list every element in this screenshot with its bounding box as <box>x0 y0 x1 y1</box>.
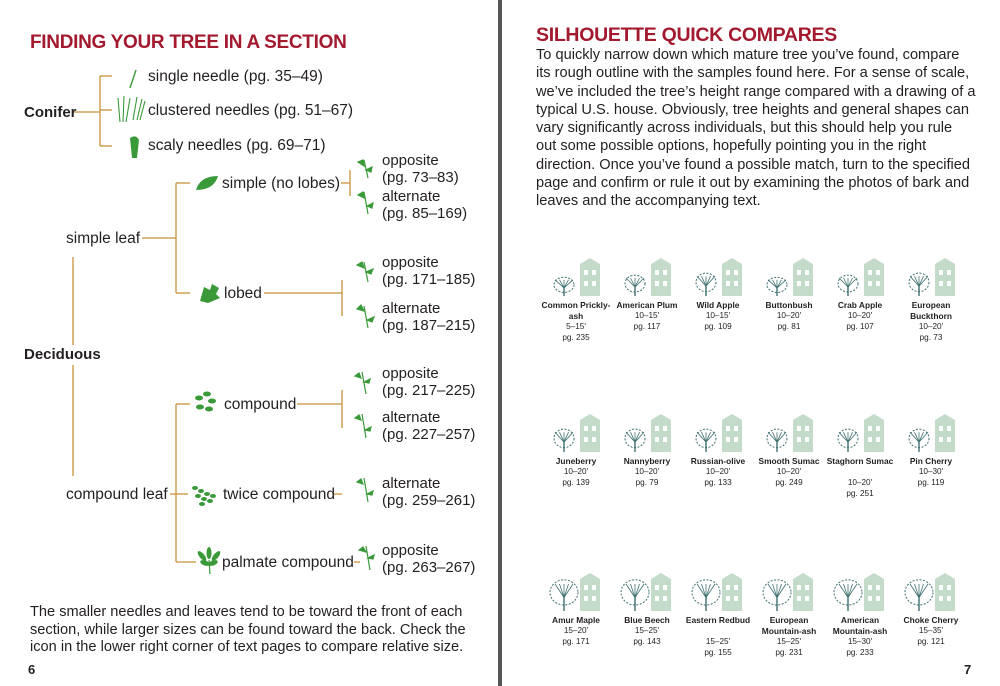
house-icon <box>580 258 600 296</box>
tree-branch <box>626 432 635 442</box>
silhouette-height-range: 15–25' <box>634 626 660 635</box>
tree-house-silhouette <box>540 565 612 611</box>
house-window <box>797 596 801 601</box>
silhouette-height-range: 15–20' <box>563 626 589 635</box>
simple-alternate-item <box>382 189 467 222</box>
silhouette-page-ref: pg. 133 <box>704 478 732 487</box>
tree-branch <box>777 432 786 442</box>
house-window <box>663 281 667 286</box>
house-window <box>726 281 730 286</box>
tree-branch <box>702 432 707 442</box>
house-icon <box>722 573 742 611</box>
tree-house-silhouette <box>682 406 754 452</box>
house-window <box>663 426 667 431</box>
simple-leaf-label: simple leaf <box>66 230 141 247</box>
tree-branch <box>555 280 564 288</box>
house-icon <box>793 573 813 611</box>
house-window <box>734 426 738 431</box>
house-icon <box>935 258 955 296</box>
house-window <box>655 426 659 431</box>
house-window <box>876 596 880 601</box>
tree-house-silhouette <box>824 565 896 611</box>
house-window <box>876 270 880 275</box>
twice-compound-alternate-word: alternate <box>382 475 441 492</box>
silhouette-height-range: 10–20' <box>847 311 873 320</box>
house-window <box>868 426 872 431</box>
clustered-needles-branch: clustered needles (pg. 51–67) <box>148 102 354 119</box>
tree-branch <box>635 278 640 287</box>
tree-branch <box>635 432 644 442</box>
house-window <box>797 437 801 442</box>
silhouette-height-range: 10–20' <box>776 311 802 320</box>
lobed-alternate-pages: (pg. 187–215) <box>382 316 476 334</box>
lobed-opposite-pages: (pg. 171–185) <box>382 270 476 288</box>
silhouette-height-range: 10–20' <box>776 467 802 476</box>
house-window <box>655 437 659 442</box>
tree-branch <box>848 432 853 442</box>
tree-house-silhouette <box>611 565 683 611</box>
tree-house-silhouette <box>611 406 683 452</box>
tree-branch <box>564 432 573 442</box>
silhouette-height-range: 10–20' <box>563 467 589 476</box>
tree-branch <box>706 432 715 442</box>
lobed-label: lobed <box>224 285 262 302</box>
silhouette-height-range: 15–35' <box>918 626 944 635</box>
tree-house-silhouette <box>540 406 612 452</box>
house-window <box>726 585 730 590</box>
silhouette-height-range: 10–15' <box>634 311 660 320</box>
silhouette-card <box>824 565 896 685</box>
house-window <box>663 585 667 590</box>
silhouette-height-range: 10–20' <box>705 467 731 476</box>
tree-branch <box>706 276 715 286</box>
silhouette-card <box>753 406 825 526</box>
house-window <box>805 426 809 431</box>
tree-house-silhouette <box>540 250 612 296</box>
tree-branch <box>844 278 849 287</box>
tree-branch <box>697 584 706 598</box>
house-window <box>868 281 872 286</box>
simple-alternate-word: alternate <box>382 188 441 205</box>
simple-no-lobes-label: simple (no lobes) <box>222 175 341 192</box>
silhouette-tree-name: Wild Apple <box>696 300 740 310</box>
house-window <box>655 281 659 286</box>
silhouette-height-range: 15–25' <box>705 637 731 646</box>
silhouette-tree-name: Smooth Sumac <box>758 456 820 466</box>
tree-branch <box>697 432 706 442</box>
house-window <box>592 585 596 590</box>
silhouette-card <box>540 565 612 685</box>
silhouette-card <box>611 565 683 685</box>
house-window <box>584 426 588 431</box>
silhouette-page-ref: pg. 233 <box>846 648 874 657</box>
palmate-opposite-word: opposite <box>382 542 439 559</box>
house-window <box>876 281 880 286</box>
house-window <box>797 270 801 275</box>
house-window <box>726 596 730 601</box>
right-page <box>502 0 1000 686</box>
silhouette-card <box>682 565 754 685</box>
tree-branch <box>919 584 928 598</box>
tree-branch <box>777 432 782 442</box>
tree-branch <box>555 432 564 442</box>
tree-house-silhouette <box>753 565 825 611</box>
tree-branch <box>777 584 786 598</box>
house-window <box>726 437 730 442</box>
tree-branch <box>706 432 711 442</box>
house-icon <box>722 414 742 452</box>
house-window <box>734 281 738 286</box>
silhouette-card <box>753 250 825 370</box>
tree-branch <box>560 584 565 598</box>
tree-branch <box>706 584 711 598</box>
house-window <box>663 437 667 442</box>
right-page-title: SILHOUETTE QUICK COMPARES <box>536 24 837 46</box>
house-window <box>876 585 880 590</box>
left-page <box>0 0 498 686</box>
tree-branch <box>910 432 919 442</box>
silhouette-tree-name: Buttonbush <box>765 300 813 310</box>
house-window <box>592 281 596 286</box>
compound-opposite-item <box>382 366 475 399</box>
house-window <box>939 596 943 601</box>
house-window <box>805 596 809 601</box>
lobed-opposite-word: opposite <box>382 254 439 271</box>
tree-branch <box>848 278 853 287</box>
house-window <box>805 585 809 590</box>
house-icon <box>864 573 884 611</box>
tree-house-silhouette <box>611 250 683 296</box>
silhouette-page-ref: pg. 155 <box>704 648 732 657</box>
house-window <box>947 585 951 590</box>
silhouette-page-ref: pg. 121 <box>917 637 945 646</box>
tree-branch <box>919 432 924 442</box>
tree-branch <box>773 432 778 442</box>
silhouette-page-ref: pg. 143 <box>633 637 661 646</box>
silhouette-card <box>895 250 967 370</box>
house-icon <box>580 573 600 611</box>
silhouette-height-range: 15–25' <box>776 637 802 646</box>
house-window <box>655 270 659 275</box>
silhouette-tree-name: Pin Cherry <box>909 456 953 466</box>
tree-branch <box>768 280 777 288</box>
tree-branch <box>773 280 778 288</box>
tree-branch <box>564 280 573 288</box>
silhouette-card <box>540 406 612 526</box>
house-window <box>868 596 872 601</box>
simple-opposite-pages: (pg. 73–83) <box>382 168 459 186</box>
silhouette-page-ref: pg. 109 <box>704 322 732 331</box>
silhouette-page-ref: pg. 119 <box>917 478 945 487</box>
tree-branch <box>631 432 636 442</box>
silhouette-tree-name: American Mountain-ash <box>832 615 888 636</box>
house-window <box>734 437 738 442</box>
tree-branch <box>706 276 711 286</box>
tree-branch <box>564 280 569 288</box>
twice-compound-alternate-item <box>382 476 475 509</box>
house-window <box>797 281 801 286</box>
silhouette-tree-name: Common Prickly-ash <box>541 300 611 321</box>
house-window <box>876 437 880 442</box>
house-window <box>947 270 951 275</box>
tree-house-silhouette <box>753 406 825 452</box>
silhouette-card <box>611 406 683 526</box>
silhouette-height-range: 10–30' <box>918 467 944 476</box>
house-window <box>805 281 809 286</box>
silhouette-tree-name: European Buckthorn <box>910 300 952 321</box>
house-window <box>939 426 943 431</box>
intro-paragraph: To quickly narrow down which mature tree you’ve found, compare its rough outline with the samples found here. For a sense of scale, we’ve included the tree’s height range compared with a drawing of a typical U.S. house. Obviously, tree heights and general shapes can vary significantly across individuals, but this should help you rule out some possible options, hopefully pointing you in the right direction. Once you’ve found a possible match, turn to the specified page and confirm or rule it out by examining the photos of bark and leaves and the accompanying text. <box>536 47 976 210</box>
tree-branch <box>839 584 848 598</box>
silhouette-tree-name: Juneberry <box>555 456 597 466</box>
house-window <box>592 270 596 275</box>
silhouette-tree-name: Blue Beech <box>624 615 670 625</box>
silhouette-page-ref: pg. 73 <box>919 333 943 342</box>
tree-house-silhouette <box>895 250 967 296</box>
tree-branch <box>844 584 849 598</box>
house-window <box>868 437 872 442</box>
house-window <box>805 270 809 275</box>
house-window <box>939 270 943 275</box>
silhouette-height-range: 15–30' <box>847 637 873 646</box>
house-icon <box>651 573 671 611</box>
simple-opposite-word: opposite <box>382 152 439 169</box>
tree-branch <box>564 584 569 598</box>
tree-house-silhouette <box>682 565 754 611</box>
tree-branch <box>773 584 778 598</box>
tree-branch <box>848 432 857 442</box>
compound-alternate-word: alternate <box>382 409 441 426</box>
page-number-left: 6 <box>28 662 36 677</box>
tree-branch <box>697 276 706 286</box>
palmate-opposite-item <box>382 543 475 576</box>
house-icon <box>580 414 600 452</box>
house-icon <box>935 573 955 611</box>
house-icon <box>793 414 813 452</box>
house-window <box>939 437 943 442</box>
left-page-title: FINDING YOUR TREE IN A SECTION <box>30 32 347 53</box>
tree-house-silhouette <box>682 250 754 296</box>
tree-branch <box>768 432 777 442</box>
silhouette-tree-name: Choke Cherry <box>903 615 959 625</box>
silhouette-grid <box>502 0 1000 686</box>
silhouette-page-ref: pg. 235 <box>562 333 590 342</box>
house-window <box>939 585 943 590</box>
house-window <box>584 437 588 442</box>
silhouette-tree-name: Russian-olive <box>690 456 746 466</box>
tree-branch <box>635 278 644 287</box>
deciduous-label: Deciduous <box>24 346 101 363</box>
single-needle-branch: single needle (pg. 35–49) <box>148 68 323 85</box>
silhouette-height-range: 10–20' <box>847 478 873 487</box>
silhouette-page-ref: pg. 231 <box>775 648 803 657</box>
tree-house-silhouette <box>824 250 896 296</box>
tree-branch <box>626 278 635 287</box>
tree-house-silhouette <box>895 406 967 452</box>
simple-opposite-item <box>382 153 459 186</box>
silhouette-tree-name: Nannyberry <box>623 456 671 466</box>
house-window <box>584 270 588 275</box>
tree-branch <box>844 432 849 442</box>
tree-house-silhouette <box>753 250 825 296</box>
tree-branch <box>777 280 782 288</box>
tree-branch <box>706 584 715 598</box>
palmate-opposite-pages: (pg. 263–267) <box>382 558 476 576</box>
tree-house-silhouette <box>895 565 967 611</box>
house-icon <box>722 258 742 296</box>
lobed-alternate-word: alternate <box>382 300 441 317</box>
tree-branch <box>839 432 848 442</box>
silhouette-page-ref: pg. 79 <box>635 478 659 487</box>
tree-branch <box>626 584 635 598</box>
silhouette-card <box>682 250 754 370</box>
house-window <box>868 585 872 590</box>
tree-branch <box>560 280 565 288</box>
silhouette-tree-name: Amur Maple <box>552 615 600 625</box>
compound-alternate-item <box>382 410 475 443</box>
house-window <box>797 426 801 431</box>
silhouette-height-range: 10–20' <box>918 322 944 331</box>
silhouette-card <box>682 406 754 526</box>
compound-opposite-word: opposite <box>382 365 439 382</box>
house-window <box>947 426 951 431</box>
compound-leaf-label: compound leaf <box>66 486 168 503</box>
tree-branch <box>915 432 920 442</box>
house-window <box>655 585 659 590</box>
house-window <box>584 585 588 590</box>
tree-branch <box>635 584 644 598</box>
compound-label: compound <box>224 396 297 413</box>
silhouette-card <box>540 250 612 370</box>
house-window <box>592 596 596 601</box>
silhouette-card <box>611 250 683 370</box>
tree-branch <box>555 584 564 598</box>
house-window <box>734 585 738 590</box>
lobed-opposite-item <box>382 255 475 288</box>
silhouette-page-ref: pg. 251 <box>846 489 874 498</box>
conifer-label: Conifer <box>24 104 77 121</box>
tree-branch <box>564 584 573 598</box>
tree-house-silhouette <box>824 406 896 452</box>
house-window <box>726 426 730 431</box>
tree-branch <box>631 584 636 598</box>
tree-branch <box>702 276 707 286</box>
house-window <box>868 270 872 275</box>
tree-branch <box>839 278 848 287</box>
silhouette-tree-name: European Mountain-ash <box>761 615 817 636</box>
lobed-alternate-item <box>382 301 475 334</box>
silhouette-height-range: 10–15' <box>705 311 731 320</box>
house-window <box>939 281 943 286</box>
house-window <box>797 585 801 590</box>
house-window <box>734 596 738 601</box>
silhouette-tree-name: Eastern Redbud <box>685 615 751 625</box>
house-icon <box>935 414 955 452</box>
scaly-needles-branch: scaly needles (pg. 69–71) <box>148 137 326 154</box>
palmate-compound-label: palmate compound <box>222 554 354 571</box>
silhouette-tree-name: Crab Apple <box>837 300 883 310</box>
tree-branch <box>848 584 857 598</box>
silhouette-page-ref: pg. 81 <box>777 322 801 331</box>
tree-branch <box>564 432 569 442</box>
house-window <box>734 270 738 275</box>
tree-branch <box>910 276 919 286</box>
tree-branch <box>848 584 853 598</box>
silhouette-height-range: 10–20' <box>634 467 660 476</box>
tree-branch <box>702 584 707 598</box>
tree-branch <box>560 432 565 442</box>
tree-branch <box>915 276 920 286</box>
silhouette-page-ref: pg. 107 <box>846 322 874 331</box>
silhouette-card <box>824 406 896 526</box>
tree-branch <box>768 584 777 598</box>
house-icon <box>864 258 884 296</box>
house-window <box>947 281 951 286</box>
tree-branch <box>777 584 782 598</box>
silhouette-card <box>824 250 896 370</box>
house-window <box>584 596 588 601</box>
silhouette-page-ref: pg. 249 <box>775 478 803 487</box>
house-window <box>876 426 880 431</box>
house-window <box>947 596 951 601</box>
tree-branch <box>915 584 920 598</box>
tree-branch <box>635 584 640 598</box>
house-window <box>592 426 596 431</box>
bottom-note: The smaller needles and leaves tend to be toward the front of each section, while larger sizes can be found toward the back. Check the icon in the lower right corner of text pages to compare relative size. <box>30 604 466 655</box>
tree-branch <box>910 584 919 598</box>
tree-branch <box>848 278 857 287</box>
house-window <box>592 437 596 442</box>
house-window <box>947 437 951 442</box>
silhouette-card <box>895 565 967 685</box>
silhouette-card <box>895 406 967 526</box>
silhouette-page-ref: pg. 117 <box>633 322 661 331</box>
page-number-right: 7 <box>964 662 972 677</box>
simple-alternate-pages: (pg. 85–169) <box>382 204 468 222</box>
tree-branch <box>919 432 928 442</box>
house-icon <box>651 414 671 452</box>
house-window <box>584 281 588 286</box>
silhouette-tree-name: Staghorn Sumac <box>826 456 894 466</box>
silhouette-card <box>753 565 825 685</box>
silhouette-page-ref: pg. 139 <box>562 478 590 487</box>
silhouette-page-ref: pg. 171 <box>562 637 590 646</box>
house-window <box>663 270 667 275</box>
compound-opposite-pages: (pg. 217–225) <box>382 381 476 399</box>
house-window <box>655 596 659 601</box>
house-window <box>663 596 667 601</box>
twice-compound-label: twice compound <box>223 486 336 503</box>
house-icon <box>651 258 671 296</box>
silhouette-height-range: 5–15' <box>566 322 586 331</box>
house-icon <box>864 414 884 452</box>
twice-compound-alternate-pages: (pg. 259–261) <box>382 491 476 509</box>
tree-branch <box>777 280 786 288</box>
tree-branch <box>631 278 636 287</box>
compound-alternate-pages: (pg. 227–257) <box>382 425 476 443</box>
tree-branch <box>919 276 928 286</box>
house-window <box>805 437 809 442</box>
tree-branch <box>635 432 640 442</box>
silhouette-tree-name: American Plum <box>616 300 678 310</box>
tree-branch <box>919 276 924 286</box>
house-icon <box>793 258 813 296</box>
house-window <box>726 270 730 275</box>
tree-branch <box>919 584 924 598</box>
